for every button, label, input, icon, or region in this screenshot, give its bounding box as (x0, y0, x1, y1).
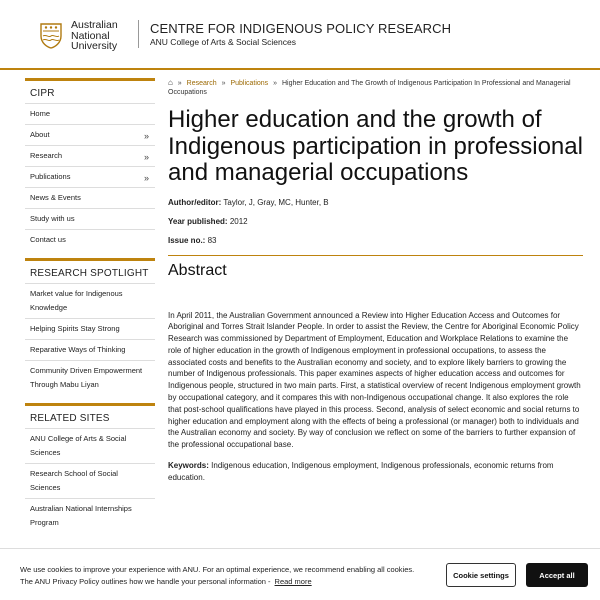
related-sites (25, 403, 155, 533)
sidebar-item-home[interactable] (25, 103, 155, 124)
related-sites-title: RELATED SITES (25, 403, 155, 428)
year-row (168, 217, 583, 226)
main-content (168, 78, 583, 484)
home-icon[interactable]: ⌂ (168, 78, 173, 87)
author-row (168, 198, 583, 207)
sidebar-nav (25, 78, 155, 250)
spotlight-item[interactable]: Market value for Indigenous Knowledge (25, 283, 155, 318)
author-label: Author/editor: (168, 197, 222, 207)
abstract-text: In April 2011, the Australian Government announced a Review into Higher Education Access and Outcomes for Aboriginal and Torres Strait Islander People. In order to assist the Review, the Centre for Aboriginal Economic Policy Research was commissioned by Department of Employment, Education and Workplace Relations to examine the role of higher education in the growth of Indigenous employment in professional occupations, to assess the associated costs and benefits to the Australian economy and society, and to explore likely barriers to growing the number of Indigenous professionals. This paper examines aspects of higher education access and outcomes for Indigenous people, structured in two main parts. First, a statistical overview of recent Indigenous employment growth by occupational category, and it compares this with non-Indigenous occupational change. It also explores the role that post-school qualifications have played in this process. Second, analysis of select economic and social returns to higher education and employment along with the effects of being a professional (or manager) both to individuals and the Australian economy and society. By way of conclusion we reflect on some of the barriers to further expansion of the professional occupational base. (168, 310, 581, 450)
sidebar-item-label: Home (30, 109, 51, 118)
cookie-message (20, 564, 420, 587)
site-title[interactable]: CENTRE FOR INDIGENOUS POLICY RESEARCH (150, 21, 452, 36)
accept-all-button[interactable]: Accept all (526, 563, 588, 587)
sidebar-nav-title[interactable]: CIPR (25, 78, 155, 103)
keywords-row (168, 460, 583, 484)
site-header (0, 0, 600, 70)
year-label: Year published: (168, 216, 228, 226)
sidebar-item-news-events[interactable] (25, 187, 155, 208)
anu-wordmark (71, 20, 118, 52)
related-site-item[interactable]: ANU College of Arts & Social Sciences (25, 428, 155, 463)
anu-line-3: University (71, 40, 118, 52)
breadcrumb-separator: » (221, 80, 226, 87)
research-spotlight-title: RESEARCH SPOTLIGHT (25, 258, 155, 283)
chevron-right-icon[interactable]: » (143, 131, 149, 141)
cookie-banner (0, 548, 600, 600)
sidebar-item-about[interactable] (25, 124, 155, 145)
breadcrumb (168, 78, 583, 97)
related-site-item[interactable]: Research School of Social Sciences (25, 463, 155, 498)
issue-row (168, 236, 583, 245)
chevron-right-icon[interactable]: » (143, 152, 149, 162)
related-site-item[interactable]: Australian National Internships Program (25, 498, 155, 533)
sidebar-item-label: Publications (30, 172, 71, 181)
spotlight-item[interactable]: Helping Spirits Stay Strong (25, 318, 155, 339)
abstract-heading: Abstract (168, 261, 227, 279)
sidebar-item-publications[interactable] (25, 166, 155, 187)
keywords-label: Keywords: (168, 461, 209, 471)
cookie-text: We use cookies to improve your experience with ANU. For an optimal experience, we recommend enabling all cookies. The ANU Privacy Policy outlines how we handle your personal information - (20, 565, 415, 586)
anu-line-1: Australian (71, 19, 118, 31)
spotlight-item[interactable]: Reparative Ways of Thinking (25, 339, 155, 360)
anu-logo[interactable] (40, 20, 118, 52)
breadcrumb-separator: » (177, 80, 182, 87)
anu-crest-icon (40, 23, 62, 49)
research-spotlight (25, 258, 155, 395)
sidebar-item-label: News & Events (30, 193, 81, 202)
sidebar-item-label: Study with us (30, 214, 75, 223)
breadcrumb-research[interactable]: Research (186, 80, 217, 87)
cookie-settings-button[interactable]: Cookie settings (446, 563, 516, 587)
page-title: Higher education and the growth of Indigenous participation in professional and managerial occupations (168, 106, 583, 186)
section-divider (168, 255, 583, 256)
breadcrumb-publications[interactable]: Publications (230, 80, 269, 87)
breadcrumb-current: Higher Education and The Growth of Indigenous Participation In Professional and Managerial Occupations (168, 80, 571, 96)
spotlight-item[interactable]: Community Driven Empowerment Through Mabu Liyan (25, 360, 155, 395)
sidebar-item-label: Contact us (30, 235, 66, 244)
sidebar-item-contact[interactable] (25, 229, 155, 250)
author-value: Taylor, J, Gray, MC, Hunter, B (223, 197, 329, 207)
sidebar-item-study[interactable] (25, 208, 155, 229)
chevron-right-icon[interactable]: » (143, 173, 149, 183)
sidebar (25, 78, 155, 541)
read-more-link[interactable]: Read more (274, 576, 312, 586)
sidebar-item-label: About (30, 130, 50, 139)
sidebar-item-label: Research (30, 151, 63, 160)
keywords-value: Indigenous education, Indigenous employment, Indigenous professionals, economic returns from education. (168, 461, 554, 482)
issue-label: Issue no.: (168, 235, 206, 245)
header-divider (138, 20, 139, 48)
year-value: 2012 (229, 216, 248, 226)
breadcrumb-separator: » (273, 80, 278, 87)
site-subtitle[interactable]: ANU College of Arts & Social Sciences (150, 37, 296, 47)
anu-line-2: National (71, 29, 110, 42)
issue-value: 83 (207, 235, 217, 245)
sidebar-item-research[interactable] (25, 145, 155, 166)
